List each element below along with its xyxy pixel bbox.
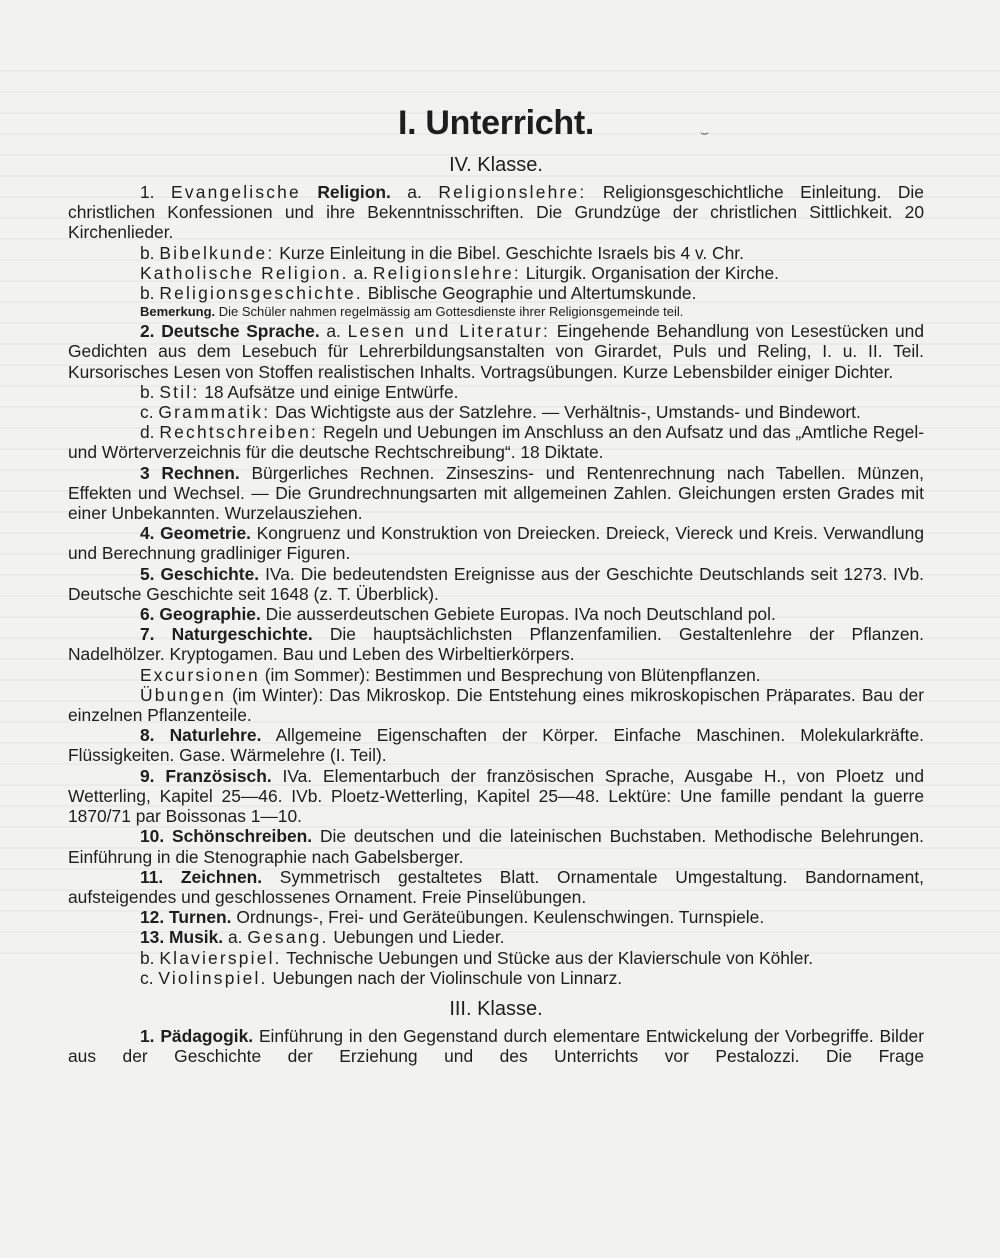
musik-b: b. Klavierspiel. Technische Uebungen und Stücke aus der Klavierschule von Köhler.	[140, 947, 814, 968]
religion-katholisch-b: b. Religionsgeschichte. Biblische Geographie und Altertumskunde.	[140, 283, 697, 304]
naturlehre-entry: 8. Naturlehre. Allgemeine Eigenschaften der Körper. Einfache Maschinen. Molekularkräfte. Flüssigkeiten. Gase. Wärmelehre (I. Teil).	[68, 725, 924, 766]
deutsch-a: 2. Deutsche Sprache. a. Lesen und Literatur: Eingehende Behandlung von Lesestücken und Gedichten aus dem Lesebuch für Lehrerbildungsanstalten von Girardet, Puls und Reling, I. u. II. Teil. Kursorisches Lesen von Stoffen realistischen Inhalts. Vortragsübungen. Kurze Lebensbilder einiger Dichter.	[68, 321, 924, 382]
religion-evangelisch-a: 1. Evangelische Religion. a. Religionslehre: Religionsgeschichtliche Einleitung. Die christlichen Konfessionen und ihre Bekenntnisschriften. Die Grundzüge der christlichen Sittlichkeit. 20 Kirchenlieder.	[68, 182, 924, 243]
turnen-entry: 12. Turnen. Ordnungs-, Frei- und Geräteübungen. Keulenschwingen. Turnspiele.	[140, 907, 765, 928]
musik-c: c. Violinspiel. Uebungen nach der Violinschule von Linnarz.	[140, 967, 623, 988]
rechnen-entry: 3 Rechnen. Bürgerliches Rechnen. Zinseszins- und Rentenrechnung nach Tabellen. Münzen, Effekten und Wechsel. — Die Grundrechnungsarten mit allgemeinen Zahlen. Gleichungen ersten Grades mit einer Unbekannten. Wurzelausziehen.	[68, 462, 925, 524]
franzoesisch-entry: 9. Französisch. IVa. Elementarbuch der französischen Sprache, Ausgabe H., von Ploetz und Wetterling, Kapitel 25—46. IVb. Ploetz-Wetterling, Kapitel 25—48. Lektüre: Une famille pendant la guerre 1870/71 par Boissonas 1—10.	[68, 765, 924, 827]
deutsch-d: d. Rechtschreiben: Regeln und Uebungen im Anschluss an den Aufsatz und das „Amtliche Regel- und Wörterverzeichnis für die deutsche Rechtschreibung“. 18 Diktate.	[68, 422, 925, 463]
page-content	[68, 98, 924, 1066]
religion-evangelisch-b: b. Bibelkunde: Kurze Einleitung in die Bibel. Geschichte Israels bis 4 v. Chr.	[140, 242, 744, 263]
geographie-entry: 6. Geographie. Die ausserdeutschen Gebiete Europas. IVa noch Deutschland pol.	[140, 604, 776, 625]
schoenschreiben-entry: 10. Schönschreiben. Die deutschen und die lateinischen Buchstaben. Methodische Belehrungen. Einführung in die Stenographie nach Gabelsberger.	[68, 826, 924, 867]
zeichnen-entry: 11. Zeichnen. Symmetrisch gestaltetes Blatt. Ornamentale Umgestaltung. Bandornament, aufsteigendes und geschlossenes Ornament. Freie Pinselübungen.	[68, 866, 924, 907]
bemerkung-note: Bemerkung. Die Schüler nahmen regelmässig am Gottesdienste ihrer Religionsgemeinde teil.	[140, 304, 684, 320]
naturgeschichte-entry: 7. Naturgeschichte. Die hauptsächlichsten Pflanzenfamilien. Gestaltenlehre der Pflanzen. Nadelhölzer. Kryptogamen. Bau und Leben des Wirbeltierkörpers.	[68, 624, 925, 665]
klasse-iii-heading: III. Klasse.	[449, 997, 543, 1020]
stray-mark: ⌣	[700, 124, 710, 140]
paedagogik-entry: 1. Pädagogik. Einführung in den Gegenstand durch elementare Entwickelung der Vorbegriffe. Bilder aus der Geschichte der Erziehung und des Unterrichts vor Pestalozzi. Die Frage	[68, 1025, 924, 1067]
musik-a: 13. Musik. a. Gesang. Uebungen und Lieder.	[140, 927, 505, 948]
religion-katholisch-a: Katholische Religion. a. Religionslehre: Liturgik. Organisation der Kirche.	[140, 262, 779, 283]
naturgeschichte-uebungen: Übungen (im Winter): Das Mikroskop. Die Entstehung eines mikroskopischen Präparates. Bau der einzelnen Pflanzenteile.	[68, 684, 924, 726]
geschichte-entry: 5. Geschichte. IVa. Die bedeutendsten Ereignisse aus der Geschichte Deutschlands seit 1273. IVb. Deutsche Geschichte seit 1648 (z. T. Überblick).	[68, 563, 924, 604]
deutsch-b: b. Stil: 18 Aufsätze und einige Entwürfe.	[140, 381, 459, 402]
klasse-iv-heading: IV. Klasse.	[449, 154, 543, 176]
page-title: I. Unterricht.	[397, 104, 595, 142]
deutsch-c: c. Grammatik: Das Wichtigste aus der Satzlehre. — Verhältnis-, Umstands- und Bindewort.	[140, 402, 861, 423]
naturgeschichte-excursionen: Excursionen (im Sommer): Bestimmen und Besprechung von Blütenpflanzen.	[140, 664, 761, 685]
geometrie-entry: 4. Geometrie. Kongruenz und Konstruktion von Dreiecken. Dreieck, Viereck und Kreis. Verwandlung und Berechnung gradliniger Figuren.	[68, 523, 924, 564]
